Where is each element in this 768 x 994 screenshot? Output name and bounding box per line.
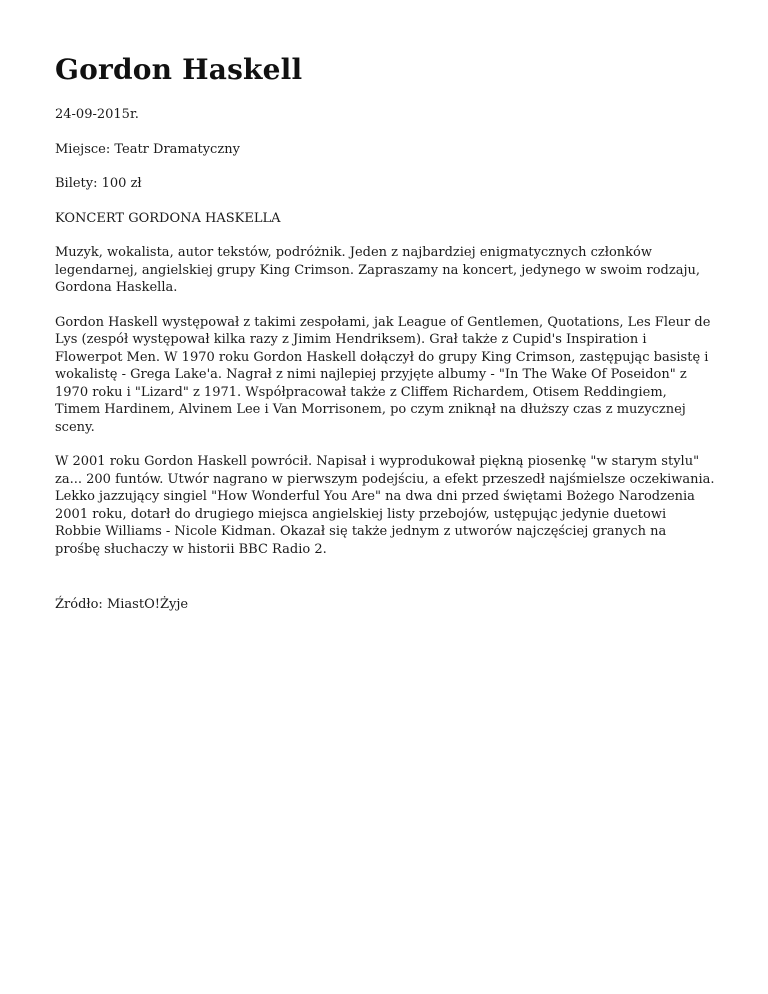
document-page bbox=[55, 52, 715, 631]
page-title: Gordon Haskell bbox=[55, 53, 303, 86]
paragraph-intro: Muzyk, wokalista, autor tekstów, podróżnik. Jeden z najbardziej enigmatycznych członków legendarnej, angielskiej grupy King Crimson. Zapraszamy na koncert, jedynego w swoim rodzaju, Gordona Haskella. bbox=[55, 245, 700, 295]
paragraph-career: Gordon Haskell występował z takimi zespołami, jak League of Gentlemen, Quotations, Les Fleur de Lys (zespół występował kilka razy z Jimim Hendriksem). Grał także z Cupid's Inspiration i Flowerpot Men. W 1970 roku Gordon Haskell dołączył do grupy King Crimson, zastępując basistę i wokalistę - Grega Lake'a. Nagrał z nimi najlepiej przyjęte albumy - "In The Wake Of Poseidon" z 1970 roku i "Lizard" z 1971. Współpracował także z Cliffem Richardem, Otisem Reddingiem, Timem Hardinem, Alvinem Lee i Van Morrisonem, po czym zniknął na dłuższy czas z muzycznej sceny. bbox=[55, 314, 711, 435]
event-venue: Miejsce: Teatr Dramatyczny bbox=[55, 141, 240, 157]
concert-heading: KONCERT GORDONA HASKELLA bbox=[55, 210, 281, 226]
paragraph-comeback: W 2001 roku Gordon Haskell powrócił. Napisał i wyprodukował piękną piosenkę "w starym stylu" za... 200 funtów. Utwór nagrano w pierwszym podejściu, a efekt przeszedł najśmielsze oczekiwania. Lekko jazzujący singiel "How Wonderful You Are" na dwa dni przed świętami Bożego Narodzenia 2001 roku, dotarł do drugiego miejsca angielskiej listy przebojów, ustępując jedynie duetowi Robbie Williams - Nicole Kidman. Okazał się także jednym z utworów najczęściej granych na prośbę słuchaczy w historii BBC Radio 2. bbox=[55, 454, 715, 557]
event-date: 24-09-2015r. bbox=[55, 107, 139, 122]
event-tickets: Bilety: 100 zł bbox=[55, 176, 142, 191]
source-credit: Źródło: MiastO!Żyje bbox=[55, 597, 189, 612]
